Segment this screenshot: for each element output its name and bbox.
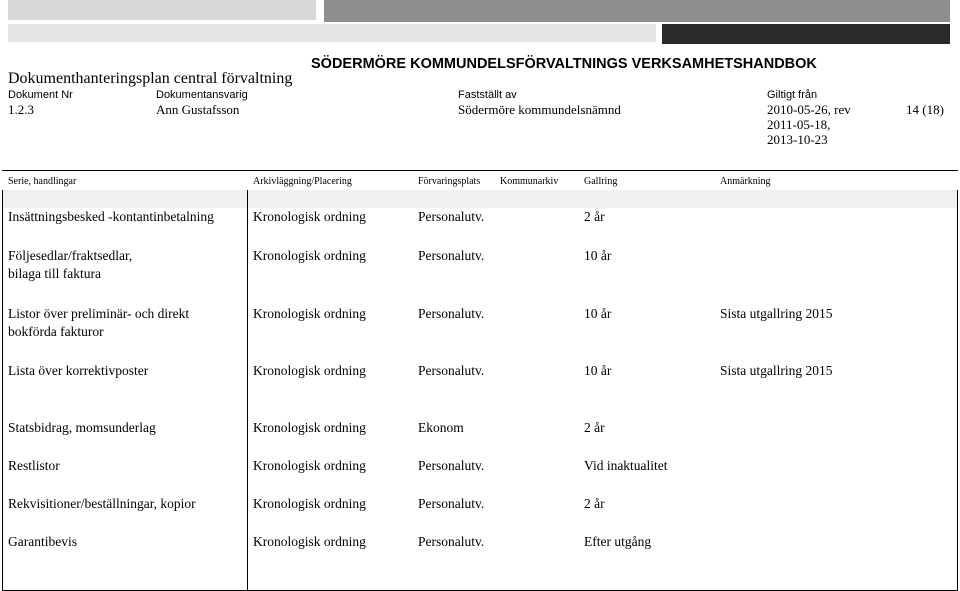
document-title: Dokumenthanteringsplan central förvaltning [8, 70, 293, 87]
header-bar-light [8, 0, 316, 20]
cell-serie: Lista över korrektivposter [8, 363, 149, 378]
header-bar-dark [662, 24, 950, 44]
table-border-right [957, 190, 958, 591]
cell-arkiv: Kronologisk ordning [253, 458, 366, 473]
cell-arkiv: Kronologisk ordning [253, 534, 366, 549]
cell-arkiv: Kronologisk ordning [253, 420, 366, 435]
cell-serie: Rekvisitioner/beställningar, kopior [8, 496, 196, 511]
cell-serie-line2: bokförda fakturor [8, 324, 104, 339]
cell-anmarkning: Sista utgallring 2015 [720, 306, 833, 321]
cell-arkiv: Kronologisk ordning [253, 496, 366, 511]
cell-arkiv: Kronologisk ordning [253, 248, 366, 263]
cell-serie: Följesedlar/fraktsedlar, [8, 248, 133, 263]
header-bar-medium [324, 0, 950, 22]
col-header-kommunarkiv: Kommunarkiv [500, 176, 559, 187]
approved-by-value: Södermöre kommundelsnämnd [458, 102, 621, 117]
cell-serie-line2: bilaga till faktura [8, 266, 101, 281]
cell-plats: Personalutv. [418, 248, 485, 263]
cell-arkiv: Kronologisk ordning [253, 363, 366, 378]
cell-gallring: Vid inaktualitet [584, 458, 668, 473]
cell-plats: Ekonom [418, 420, 464, 435]
cell-arkiv: Kronologisk ordning [253, 209, 366, 224]
cell-plats: Personalutv. [418, 458, 485, 473]
valid-from-value-1: 2010-05-26, rev [767, 102, 851, 117]
cell-serie: Insättningsbesked -kontantinbetalning [8, 209, 214, 224]
page-number: 14 (18) [906, 102, 944, 117]
header-bar-pale [8, 24, 656, 42]
cell-plats: Personalutv. [418, 306, 485, 321]
cell-plats: Personalutv. [418, 534, 485, 549]
org-title: SÖDERMÖRE KOMMUNDELSFÖRVALTNINGS VERKSAMHETSHANDBOK [311, 56, 817, 72]
cell-plats: Personalutv. [418, 496, 485, 511]
cell-serie: Garantibevis [8, 534, 77, 549]
valid-from-value-2: 2011-05-18, [767, 117, 831, 132]
cell-anmarkning: Sista utgallring 2015 [720, 363, 833, 378]
cell-plats: Personalutv. [418, 209, 485, 224]
doc-nr-value: 1.2.3 [8, 102, 34, 117]
cell-plats: Personalutv. [418, 363, 485, 378]
doc-nr-label: Dokument Nr [8, 89, 73, 101]
cell-gallring: 10 år [584, 306, 612, 321]
cell-gallring: 2 år [584, 420, 605, 435]
cell-gallring: 2 år [584, 496, 605, 511]
cell-arkiv: Kronologisk ordning [253, 306, 366, 321]
cell-gallring: 10 år [584, 363, 612, 378]
valid-from-label: Giltigt från [767, 89, 818, 101]
cell-gallring: Efter utgång [584, 534, 652, 549]
col-header-arkiv: Arkivläggning/Placering [253, 176, 352, 187]
table-divider-1 [247, 190, 248, 591]
responsible-value: Ann Gustafsson [156, 102, 240, 117]
cell-serie: Listor över preliminär- och direkt [8, 306, 190, 321]
approved-by-label: Fastställt av [458, 89, 517, 101]
table-shade-band [2, 190, 958, 208]
col-header-serie: Serie, handlingar [8, 176, 77, 187]
col-header-gallring: Gallring [584, 176, 618, 187]
cell-gallring: 2 år [584, 209, 605, 224]
valid-from-value-3: 2013-10-23 [767, 132, 828, 147]
responsible-label: Dokumentansvarig [156, 89, 248, 101]
table-border-left [2, 190, 3, 591]
cell-serie: Statsbidrag, momsunderlag [8, 420, 156, 435]
col-header-anmarkning: Anmärkning [720, 176, 771, 187]
cell-serie: Restlistor [8, 458, 60, 473]
cell-gallring: 10 år [584, 248, 612, 263]
col-header-plats: Förvaringsplats [418, 176, 481, 187]
